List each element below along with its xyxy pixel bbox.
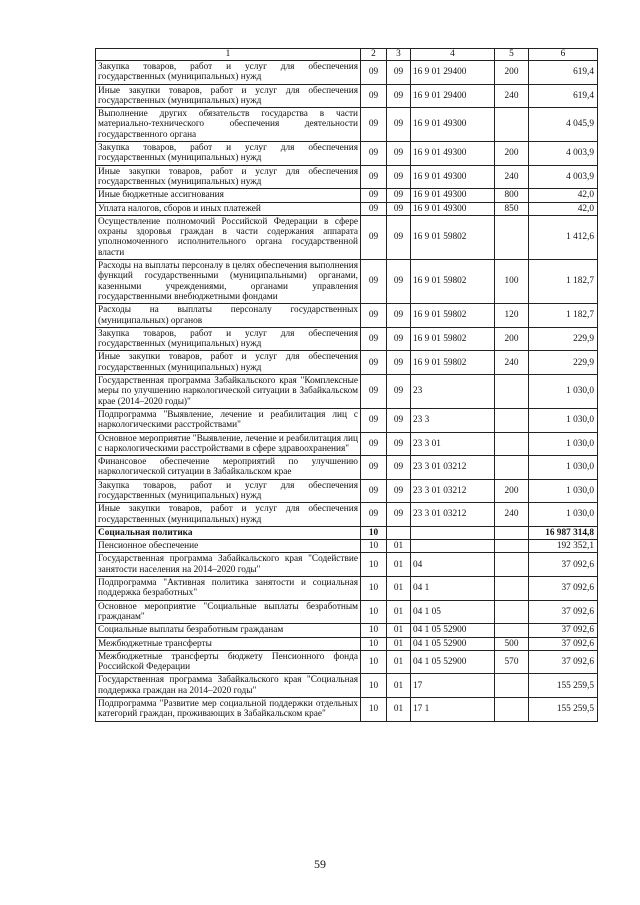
section-code-cell: 10 <box>361 600 387 624</box>
subsection-code-cell: 09 <box>387 351 411 375</box>
target-article-cell: 17 1 <box>411 698 495 722</box>
target-article-cell <box>411 526 495 539</box>
target-article-cell: 16 9 01 29400 <box>411 61 495 85</box>
description-cell: Финансовое обеспечение мероприятий по улучшению наркологической ситуации в Забайкальском крае <box>96 456 361 480</box>
description-cell: Уплата налогов, сборов и иных платежей <box>96 202 361 215</box>
amount-cell: 1 030,0 <box>529 432 598 456</box>
target-article-cell: 16 9 01 49300 <box>411 142 495 166</box>
target-article-cell: 16 9 01 59802 <box>411 215 495 259</box>
section-code-cell: 09 <box>361 215 387 259</box>
expense-type-cell: 240 <box>495 503 529 527</box>
description-cell: Закупка товаров, работ и услуг для обеспечения государственных (муниципальных) нужд <box>96 61 361 85</box>
subsection-code-cell: 09 <box>387 108 411 142</box>
section-code-cell: 09 <box>361 503 387 527</box>
description-cell: Осуществление полномочий Российской Федерации в сфере охраны здоровья граждан в части содержания аппарата уполномоченного исполнительного органа государственной власти <box>96 215 361 259</box>
description-cell: Закупка товаров, работ и услуг для обеспечения государственных (муниципальных) нужд <box>96 479 361 503</box>
table-row <box>96 84 598 108</box>
table-row <box>96 108 598 142</box>
section-code-cell: 09 <box>361 165 387 189</box>
expense-type-cell: 200 <box>495 142 529 166</box>
section-code-cell: 09 <box>361 84 387 108</box>
header-cell: 6 <box>529 49 598 61</box>
description-cell: Социальные выплаты безработным гражданам <box>96 624 361 637</box>
description-cell: Основное мероприятие "Социальные выплаты безработным гражданам" <box>96 600 361 624</box>
budget-table-body <box>96 49 598 722</box>
target-article-cell: 16 9 01 49300 <box>411 202 495 215</box>
description-cell: Подпрограмма "Активная политика занятости и социальная поддержка безработных" <box>96 577 361 601</box>
description-cell: Выполнение других обязательств государства в части материально-технического обеспечения деятельности государственного органа <box>96 108 361 142</box>
description-cell: Закупка товаров, работ и услуг для обеспечения государственных (муниципальных) нужд <box>96 327 361 351</box>
expense-type-cell <box>495 408 529 432</box>
subsection-code-cell: 09 <box>387 260 411 304</box>
subsection-code-cell: 01 <box>387 540 411 553</box>
subsection-code-cell: 09 <box>387 142 411 166</box>
section-code-cell: 09 <box>361 304 387 328</box>
amount-cell: 42,0 <box>529 202 598 215</box>
table-row <box>96 351 598 375</box>
amount-cell: 155 259,5 <box>529 698 598 722</box>
table-row <box>96 698 598 722</box>
description-cell: Иные закупки товаров, работ и услуг для обеспечения государственных (муниципальных) нужд <box>96 503 361 527</box>
section-code-cell: 09 <box>361 202 387 215</box>
expense-type-cell <box>495 526 529 539</box>
table-row <box>96 432 598 456</box>
subsection-code-cell: 09 <box>387 165 411 189</box>
subsection-code-cell: 01 <box>387 698 411 722</box>
subsection-code-cell: 09 <box>387 304 411 328</box>
section-code-cell: 10 <box>361 624 387 637</box>
subsection-code-cell: 01 <box>387 674 411 698</box>
description-cell: Иные закупки товаров, работ и услуг для обеспечения государственных (муниципальных) нужд <box>96 84 361 108</box>
amount-cell: 229,9 <box>529 351 598 375</box>
table-row <box>96 375 598 409</box>
amount-cell: 155 259,5 <box>529 674 598 698</box>
subsection-code-cell: 09 <box>387 432 411 456</box>
table-row <box>96 202 598 215</box>
table-row <box>96 215 598 259</box>
target-article-cell: 23 3 01 03212 <box>411 479 495 503</box>
target-article-cell <box>411 540 495 553</box>
subsection-code-cell: 09 <box>387 327 411 351</box>
description-cell: Расходы на выплаты персоналу государственных (муниципальных) органов <box>96 304 361 328</box>
section-code-cell: 10 <box>361 577 387 601</box>
expense-type-cell <box>495 577 529 601</box>
section-code-cell: 09 <box>361 479 387 503</box>
amount-cell: 37 092,6 <box>529 624 598 637</box>
description-cell: Иные закупки товаров, работ и услуг для обеспечения государственных (муниципальных) нужд <box>96 351 361 375</box>
amount-cell: 37 092,6 <box>529 577 598 601</box>
expense-type-cell: 850 <box>495 202 529 215</box>
target-article-cell: 16 9 01 49300 <box>411 165 495 189</box>
amount-cell: 619,4 <box>529 84 598 108</box>
section-code-cell: 10 <box>361 650 387 674</box>
table-row <box>96 650 598 674</box>
expense-type-cell: 240 <box>495 351 529 375</box>
subsection-code-cell: 01 <box>387 600 411 624</box>
section-code-cell: 10 <box>361 674 387 698</box>
table-row <box>96 304 598 328</box>
header-cell: 2 <box>361 49 387 61</box>
amount-cell: 1 030,0 <box>529 408 598 432</box>
subsection-code-cell: 09 <box>387 375 411 409</box>
section-code-cell: 09 <box>361 142 387 166</box>
target-article-cell: 04 1 05 <box>411 600 495 624</box>
section-code-cell: 09 <box>361 260 387 304</box>
target-article-cell: 04 1 05 52900 <box>411 624 495 637</box>
expense-type-cell <box>495 540 529 553</box>
target-article-cell: 23 3 01 03212 <box>411 456 495 480</box>
header-row <box>96 49 598 61</box>
target-article-cell: 16 9 01 49300 <box>411 189 495 202</box>
description-cell: Межбюджетные трансферты <box>96 637 361 650</box>
target-article-cell: 04 1 <box>411 577 495 601</box>
table-row <box>96 503 598 527</box>
table-row <box>96 165 598 189</box>
target-article-cell: 04 1 05 52900 <box>411 650 495 674</box>
table-row <box>96 674 598 698</box>
table-row <box>96 540 598 553</box>
target-article-cell: 23 <box>411 375 495 409</box>
target-article-cell: 16 9 01 49300 <box>411 108 495 142</box>
subsection-code-cell: 01 <box>387 650 411 674</box>
table-row <box>96 577 598 601</box>
amount-cell: 4 003,9 <box>529 165 598 189</box>
section-code-cell: 10 <box>361 637 387 650</box>
subsection-code-cell: 09 <box>387 479 411 503</box>
target-article-cell: 23 3 <box>411 408 495 432</box>
header-cell: 3 <box>387 49 411 61</box>
description-cell: Расходы на выплаты персоналу в целях обеспечения выполнения функций государственными (муниципальными) органами, казенными учреждениями, органами управления государственными внебюджетными фондами <box>96 260 361 304</box>
target-article-cell: 23 3 01 <box>411 432 495 456</box>
table-row <box>96 408 598 432</box>
subsection-code-cell: 09 <box>387 456 411 480</box>
table-row <box>96 553 598 577</box>
table-row <box>96 456 598 480</box>
amount-cell: 229,9 <box>529 327 598 351</box>
table-row <box>96 142 598 166</box>
subsection-code-cell: 09 <box>387 189 411 202</box>
expense-type-cell: 200 <box>495 479 529 503</box>
expense-type-cell: 200 <box>495 327 529 351</box>
section-code-cell: 09 <box>361 375 387 409</box>
description-cell: Государственная программа Забайкальского края "Социальная поддержка граждан на 2014–2020 годы" <box>96 674 361 698</box>
section-code-cell: 10 <box>361 553 387 577</box>
section-code-cell: 09 <box>361 432 387 456</box>
description-cell: Иные бюджетные ассигнования <box>96 189 361 202</box>
description-cell: Государственная программа Забайкальского края "Содействие занятости населения на 2014–2020 годы" <box>96 553 361 577</box>
table-row <box>96 327 598 351</box>
budget-table <box>95 48 598 722</box>
subsection-code-cell: 01 <box>387 577 411 601</box>
description-cell: Межбюджетные трансферты бюджету Пенсионного фонда Российской Федерации <box>96 650 361 674</box>
amount-cell: 4 003,9 <box>529 142 598 166</box>
amount-cell: 37 092,6 <box>529 637 598 650</box>
subsection-code-cell: 09 <box>387 61 411 85</box>
expense-type-cell: 100 <box>495 260 529 304</box>
amount-cell: 1 182,7 <box>529 304 598 328</box>
expense-type-cell: 240 <box>495 165 529 189</box>
amount-cell: 1 030,0 <box>529 503 598 527</box>
target-article-cell: 17 <box>411 674 495 698</box>
description-cell: Основное мероприятие "Выявление, лечение и реабилитация лиц с наркологическими расстройствами в сфере здравоохранения" <box>96 432 361 456</box>
page-number: 59 <box>314 857 326 871</box>
section-code-cell: 09 <box>361 408 387 432</box>
amount-cell: 1 412,6 <box>529 215 598 259</box>
amount-cell: 16 987 314,8 <box>529 526 598 539</box>
table-row <box>96 600 598 624</box>
expense-type-cell <box>495 432 529 456</box>
description-cell: Иные закупки товаров, работ и услуг для обеспечения государственных (муниципальных) нужд <box>96 165 361 189</box>
amount-cell: 37 092,6 <box>529 553 598 577</box>
description-cell: Социальная политика <box>96 526 361 539</box>
table-row <box>96 189 598 202</box>
expense-type-cell: 500 <box>495 637 529 650</box>
expense-type-cell <box>495 375 529 409</box>
amount-cell: 42,0 <box>529 189 598 202</box>
section-code-cell: 09 <box>361 108 387 142</box>
expense-type-cell: 200 <box>495 61 529 85</box>
section-code-cell: 10 <box>361 540 387 553</box>
target-article-cell: 16 9 01 59802 <box>411 260 495 304</box>
table-row <box>96 624 598 637</box>
section-code-cell: 09 <box>361 351 387 375</box>
amount-cell: 1 182,7 <box>529 260 598 304</box>
target-article-cell: 16 9 01 59802 <box>411 304 495 328</box>
subsection-code-cell: 09 <box>387 84 411 108</box>
description-cell: Закупка товаров, работ и услуг для обеспечения государственных (муниципальных) нужд <box>96 142 361 166</box>
amount-cell: 1 030,0 <box>529 456 598 480</box>
subsection-code-cell: 09 <box>387 215 411 259</box>
expense-type-cell <box>495 624 529 637</box>
expense-type-cell: 570 <box>495 650 529 674</box>
target-article-cell: 16 9 01 59802 <box>411 351 495 375</box>
expense-type-cell: 120 <box>495 304 529 328</box>
subsection-code-cell <box>387 526 411 539</box>
expense-type-cell <box>495 698 529 722</box>
amount-cell: 192 352,1 <box>529 540 598 553</box>
table-row <box>96 479 598 503</box>
expense-type-cell <box>495 456 529 480</box>
description-cell: Государственная программа Забайкальского края "Комплексные меры по улучшению наркологической ситуации в Забайкальском крае (2014–2020 годы)" <box>96 375 361 409</box>
description-cell: Подпрограмма "Развитие мер социальной поддержки отдельных категорий граждан, проживающих в Забайкальском крае" <box>96 698 361 722</box>
amount-cell: 619,4 <box>529 61 598 85</box>
subsection-code-cell: 01 <box>387 624 411 637</box>
target-article-cell: 04 1 05 52900 <box>411 637 495 650</box>
description-cell: Подпрограмма "Выявление, лечение и реабилитация лиц с наркологическими расстройствами" <box>96 408 361 432</box>
amount-cell: 37 092,6 <box>529 650 598 674</box>
expense-type-cell <box>495 600 529 624</box>
section-code-cell: 09 <box>361 61 387 85</box>
table-row <box>96 637 598 650</box>
target-article-cell: 23 3 01 03212 <box>411 503 495 527</box>
table-row <box>96 61 598 85</box>
target-article-cell: 04 <box>411 553 495 577</box>
section-code-cell: 10 <box>361 698 387 722</box>
section-code-cell: 09 <box>361 327 387 351</box>
amount-cell: 1 030,0 <box>529 375 598 409</box>
amount-cell: 1 030,0 <box>529 479 598 503</box>
amount-cell: 4 045,9 <box>529 108 598 142</box>
subsection-code-cell: 09 <box>387 503 411 527</box>
subsection-code-cell: 09 <box>387 202 411 215</box>
subsection-code-cell: 01 <box>387 637 411 650</box>
table-row <box>96 526 598 539</box>
expense-type-cell <box>495 215 529 259</box>
header-cell: 5 <box>495 49 529 61</box>
description-cell: Пенсионное обеспечение <box>96 540 361 553</box>
section-code-cell: 10 <box>361 526 387 539</box>
target-article-cell: 16 9 01 29400 <box>411 84 495 108</box>
expense-type-cell: 800 <box>495 189 529 202</box>
expense-type-cell: 240 <box>495 84 529 108</box>
section-code-cell: 09 <box>361 189 387 202</box>
subsection-code-cell: 01 <box>387 553 411 577</box>
expense-type-cell <box>495 108 529 142</box>
header-cell: 1 <box>96 49 361 61</box>
section-code-cell: 09 <box>361 456 387 480</box>
target-article-cell: 16 9 01 59802 <box>411 327 495 351</box>
subsection-code-cell: 09 <box>387 408 411 432</box>
table-row <box>96 260 598 304</box>
expense-type-cell <box>495 553 529 577</box>
header-cell: 4 <box>411 49 495 61</box>
amount-cell: 37 092,6 <box>529 600 598 624</box>
expense-type-cell <box>495 674 529 698</box>
